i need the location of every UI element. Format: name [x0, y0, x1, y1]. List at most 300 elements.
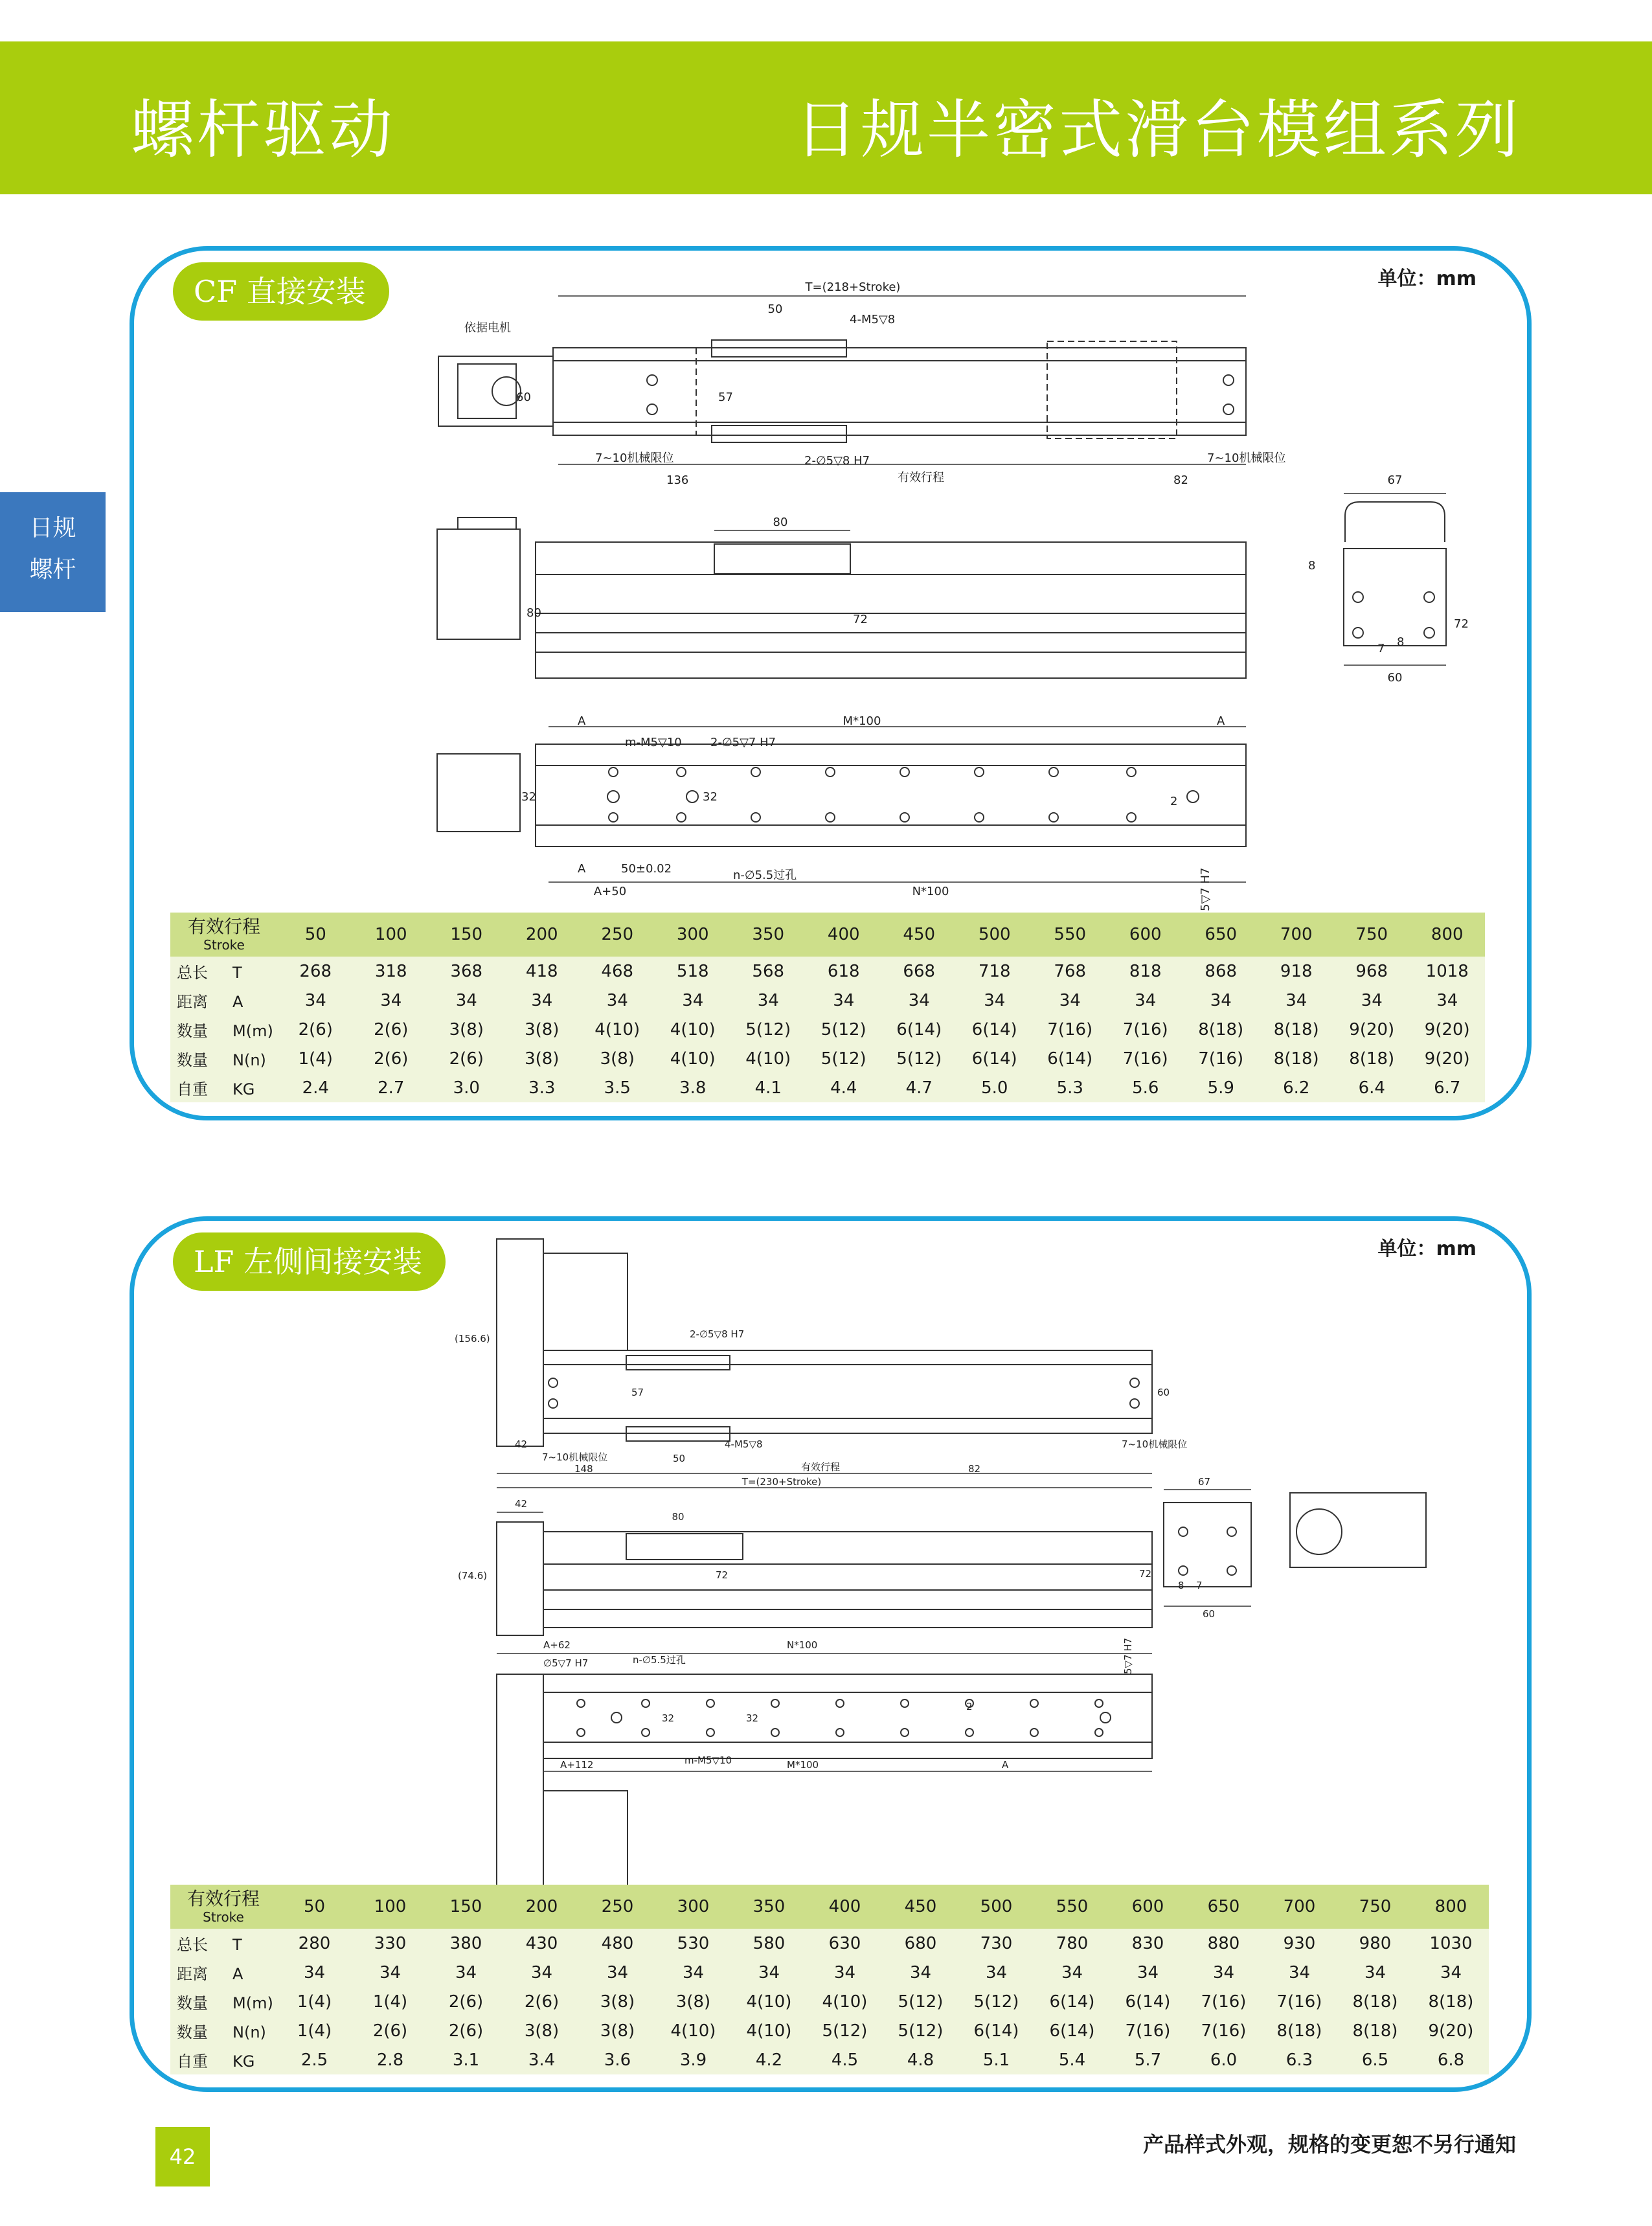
stroke-value: 550	[1034, 1885, 1110, 1929]
table-cell: 268	[278, 957, 354, 986]
row-label	[170, 957, 278, 986]
dim-a-right: A	[1002, 1759, 1009, 1771]
dim-right-offset: 82	[1173, 473, 1188, 487]
stroke-value: 300	[655, 1885, 731, 1929]
table-cell: 34	[957, 986, 1033, 1015]
row-label	[170, 1958, 277, 1987]
stroke-value: 250	[580, 913, 655, 957]
table-cell: 34	[504, 1958, 580, 1987]
table-cell: 2.7	[354, 1073, 429, 1102]
table-cell: 2(6)	[429, 1044, 504, 1073]
dim-n100: N*100	[912, 885, 949, 898]
row-symbol: T	[232, 1936, 242, 1954]
table-cell: 6.5	[1337, 2045, 1413, 2074]
stroke-value: 800	[1413, 1885, 1489, 1929]
category-title: 螺杆驱动	[131, 93, 396, 167]
dim-mech-limit-right: 7~10机械限位	[1122, 1438, 1188, 1450]
table-cell: 2(6)	[428, 2016, 504, 2045]
dim-32b: 32	[703, 790, 718, 804]
stroke-value: 750	[1334, 913, 1410, 957]
table-cell: 718	[957, 957, 1033, 986]
table-cell: 3(8)	[504, 1044, 580, 1073]
dim-top-holes: 4-M5▽8	[850, 313, 896, 326]
dim-pin-holes: 2-∅5▽8 H7	[690, 1328, 745, 1340]
stroke-value: 750	[1337, 1885, 1413, 1929]
table-cell: 34	[1183, 986, 1259, 1015]
table-cell: 7(16)	[1262, 1987, 1337, 2016]
dim-80-side: 80	[526, 606, 541, 620]
table-cell: 680	[883, 1929, 958, 1958]
cf-unit-label: 单位：mm	[1377, 267, 1477, 290]
cf-panel	[130, 246, 1532, 1120]
table-cell: 34	[1413, 1958, 1489, 1987]
dim-h156: (156.6)	[455, 1333, 490, 1345]
table-cell: 34	[428, 1958, 504, 1987]
dim-72: 72	[716, 1569, 729, 1581]
table-cell: 418	[504, 957, 580, 986]
table-cell: 618	[806, 957, 882, 986]
table-cell: 8(18)	[1337, 1987, 1413, 2016]
table-cell: 8(18)	[1413, 1987, 1489, 2016]
table-cell: 4(10)	[655, 1044, 731, 1073]
table-cell: 6(14)	[1034, 2016, 1110, 2045]
dim-a-plus-50: A+50	[593, 885, 627, 898]
dim-slider-width: 50	[767, 302, 783, 316]
stroke-value: 550	[1032, 913, 1108, 957]
row-label-text: 自重	[177, 1080, 208, 1098]
stroke-value: 800	[1410, 913, 1486, 957]
table-cell: 580	[731, 1929, 807, 1958]
table-cell: 518	[655, 957, 731, 986]
row-symbol: M(m)	[232, 1994, 273, 2012]
table-cell: 34	[655, 1958, 731, 1987]
dim-80: 80	[672, 1511, 685, 1523]
table-cell: 1(4)	[277, 1987, 352, 2016]
table-cell: 3(8)	[580, 1987, 655, 2016]
table-cell: 5(12)	[807, 2016, 883, 2045]
dim-effective-stroke: 有效行程	[898, 471, 944, 484]
dim-end-7: 7	[1196, 1580, 1203, 1591]
table-cell: 34	[731, 1958, 807, 1987]
cf-spec-table	[170, 913, 1485, 1102]
table-cell: 2(6)	[504, 1987, 580, 2016]
table-cell: 368	[429, 957, 504, 986]
dim-bottom-pins: ∅5▽7 H7	[543, 1657, 589, 1669]
dim-32a: 32	[662, 1712, 675, 1724]
dim-a-plus-112: A+112	[560, 1759, 594, 1771]
dim-42b: 42	[515, 1498, 528, 1510]
dim-end-8: 8	[1308, 559, 1316, 573]
table-cell: 3.5	[580, 1073, 655, 1102]
table-row	[170, 2016, 1489, 2045]
table-cell: 34	[278, 986, 354, 1015]
table-cell: 2.4	[278, 1073, 354, 1102]
table-cell: 280	[277, 1929, 352, 1958]
dim-mech-limit-left: 7~10机械限位	[542, 1451, 608, 1463]
table-cell: 4(10)	[731, 2016, 807, 2045]
table-cell: 34	[1110, 1958, 1186, 1987]
dim-end-72: 72	[1454, 617, 1469, 631]
row-label	[170, 1987, 277, 2016]
row-label-text: 距离	[177, 993, 208, 1011]
stroke-header: 有效行程 Stroke	[170, 913, 278, 957]
table-cell: 6(14)	[957, 1044, 1033, 1073]
dim-through: n-∅5.5过孔	[633, 1654, 686, 1666]
table-cell: 34	[807, 1958, 883, 1987]
table-cell: 7(16)	[1110, 2016, 1186, 2045]
table-cell: 34	[352, 1958, 428, 1987]
table-cell: 468	[580, 957, 655, 986]
row-symbol: KG	[232, 2052, 255, 2071]
table-cell: 5.0	[957, 1073, 1033, 1102]
table-cell: 4.8	[883, 2045, 958, 2074]
stroke-value: 100	[354, 913, 429, 957]
side-tab-line1: 日规	[29, 515, 76, 541]
table-cell: 6(14)	[1034, 1987, 1110, 2016]
table-cell: 480	[580, 1929, 655, 1958]
table-cell: 34	[1337, 1958, 1413, 1987]
table-cell: 6.8	[1413, 2045, 1489, 2074]
table-cell: 830	[1110, 1929, 1186, 1958]
dim-m100: M*100	[787, 1759, 819, 1771]
table-cell: 8(18)	[1259, 1015, 1335, 1044]
table-cell: 9(20)	[1334, 1015, 1410, 1044]
table-cell: 34	[881, 986, 957, 1015]
row-symbol: M(m)	[232, 1022, 273, 1040]
dim-h74: (74.6)	[458, 1570, 488, 1582]
table-cell: 4(10)	[730, 1044, 806, 1073]
table-cell: 530	[655, 1929, 731, 1958]
stroke-value: 600	[1110, 1885, 1186, 1929]
table-cell: 6(14)	[1110, 1987, 1186, 2016]
table-cell: 7(16)	[1108, 1015, 1184, 1044]
row-symbol: A	[232, 1965, 243, 1983]
dim-left-offset: 136	[666, 473, 689, 487]
table-cell: 930	[1262, 1929, 1337, 1958]
table-cell: 7(16)	[1108, 1044, 1184, 1073]
row-label-text: 数量	[177, 1994, 208, 2012]
stroke-value: 150	[429, 913, 504, 957]
table-cell: 4(10)	[807, 1987, 883, 2016]
table-cell: 1018	[1410, 957, 1486, 986]
table-cell: 568	[730, 957, 806, 986]
table-cell: 3(8)	[580, 2016, 655, 2045]
table-cell: 6(14)	[958, 2016, 1034, 2045]
row-label	[170, 1073, 278, 1102]
table-cell: 4(10)	[580, 1015, 655, 1044]
dim-top-holes: 4-M5▽8	[725, 1438, 763, 1450]
row-label-text: 距离	[177, 1965, 208, 1983]
row-label	[170, 1044, 278, 1073]
dim-a-bottom: A	[578, 862, 586, 876]
table-row	[170, 1015, 1485, 1044]
table-cell: 34	[1032, 986, 1108, 1015]
table-cell: 34	[1262, 1958, 1337, 1987]
table-cell: 4.5	[807, 2045, 883, 2074]
table-cell: 430	[504, 1929, 580, 1958]
table-cell: 3.3	[504, 1073, 580, 1102]
table-row	[170, 2045, 1489, 2074]
table-cell: 7(16)	[1186, 2016, 1262, 2045]
dim-80-top: 80	[773, 516, 788, 529]
table-cell: 4(10)	[655, 1015, 731, 1044]
dim-depth: 5▽7 H7	[1122, 1637, 1134, 1674]
table-cell: 2(6)	[428, 1987, 504, 2016]
side-tab-line2: 螺杆	[29, 556, 76, 583]
table-header-row	[170, 1885, 1489, 1929]
table-cell: 1(4)	[352, 1987, 428, 2016]
dim-end-67: 67	[1198, 1476, 1211, 1488]
table-cell: 5.7	[1110, 2045, 1186, 2074]
stroke-value: 100	[352, 1885, 428, 1929]
table-cell: 4.2	[731, 2045, 807, 2074]
row-symbol: KG	[232, 1080, 255, 1098]
table-cell: 2(6)	[354, 1044, 429, 1073]
table-cell: 8(18)	[1262, 2016, 1337, 2045]
table-cell: 4.1	[730, 1073, 806, 1102]
dim-end-7: 7	[1377, 642, 1385, 655]
table-cell: 5(12)	[883, 1987, 958, 2016]
table-cell: 7(16)	[1183, 1044, 1259, 1073]
stroke-value: 600	[1108, 913, 1184, 957]
table-cell: 868	[1183, 957, 1259, 986]
dim-bottom-taps: m-M5▽10	[685, 1755, 732, 1766]
table-cell: 34	[655, 986, 731, 1015]
table-cell: 5(12)	[806, 1015, 882, 1044]
footer-note: 产品样式外观，规格的变更恕不另行通知	[1142, 2132, 1516, 2157]
table-cell: 8(18)	[1334, 1044, 1410, 1073]
dim-pin-holes: 2-∅5▽8 H7	[804, 454, 870, 468]
table-cell: 6.3	[1262, 2045, 1337, 2074]
row-label-text: 总长	[177, 964, 208, 982]
table-cell: 3(8)	[504, 1015, 580, 1044]
dim-end-60: 60	[1387, 671, 1403, 685]
table-cell: 34	[580, 986, 655, 1015]
table-cell: 4.7	[881, 1073, 957, 1102]
table-cell: 3.6	[580, 2045, 655, 2074]
table-cell: 880	[1186, 1929, 1262, 1958]
table-cell: 1(4)	[278, 1044, 354, 1073]
stroke-value: 450	[883, 1885, 958, 1929]
stroke-value: 700	[1259, 913, 1335, 957]
dim-depth: 5▽7 H7	[1199, 867, 1212, 911]
dim-60: 60	[516, 391, 531, 404]
table-cell: 380	[428, 1929, 504, 1958]
table-cell: 3(8)	[504, 2016, 580, 2045]
dim-bottom-pins: 2-∅5▽7 H7	[710, 736, 776, 749]
dim-end-8b: 8	[1397, 635, 1405, 649]
row-label	[170, 986, 278, 1015]
lf-panel-tag: LF 左侧间接安装	[173, 1232, 446, 1291]
table-cell: 34	[1186, 1958, 1262, 1987]
dim-72-side: 72	[853, 613, 868, 626]
table-cell: 6(14)	[1032, 1044, 1108, 1073]
dim-total-length: T=(230+Stroke)	[741, 1476, 822, 1488]
row-symbol: N(n)	[232, 2023, 266, 2041]
stroke-value: 400	[806, 913, 882, 957]
table-cell: 4(10)	[731, 1987, 807, 2016]
table-cell: 730	[958, 1929, 1034, 1958]
table-cell: 34	[883, 1958, 958, 1987]
dim-through: n-∅5.5过孔	[733, 869, 797, 882]
dim-32a: 32	[521, 790, 536, 804]
dim-tol: 50±0.02	[621, 862, 672, 876]
table-cell: 4.4	[806, 1073, 882, 1102]
table-cell: 1030	[1413, 1929, 1489, 1958]
stroke-value: 400	[807, 1885, 883, 1929]
table-row	[170, 1987, 1489, 2016]
table-cell: 768	[1032, 957, 1108, 986]
table-cell: 34	[1334, 986, 1410, 1015]
table-row	[170, 1044, 1485, 1073]
table-cell: 34	[1108, 986, 1184, 1015]
stroke-value: 200	[504, 1885, 580, 1929]
table-cell: 4(10)	[655, 2016, 731, 2045]
table-cell: 7(16)	[1032, 1015, 1108, 1044]
dim-60: 60	[1157, 1387, 1170, 1398]
table-cell: 818	[1108, 957, 1184, 986]
dim-slider-width: 50	[673, 1453, 686, 1464]
table-cell: 34	[504, 986, 580, 1015]
table-cell: 2.5	[277, 2045, 352, 2074]
table-cell: 1(4)	[277, 2016, 352, 2045]
table-cell: 9(20)	[1410, 1044, 1486, 1073]
dim-n100: N*100	[787, 1639, 818, 1651]
table-cell: 780	[1034, 1929, 1110, 1958]
stroke-value: 150	[428, 1885, 504, 1929]
dim-m100: M*100	[843, 714, 881, 728]
table-cell: 8(18)	[1183, 1015, 1259, 1044]
table-cell: 5(12)	[806, 1044, 882, 1073]
stroke-value: 650	[1186, 1885, 1262, 1929]
row-label	[170, 2045, 277, 2074]
stroke-value: 450	[881, 913, 957, 957]
table-row	[170, 1929, 1489, 1958]
dim-2: 2	[1170, 795, 1178, 808]
stroke-value: 50	[278, 913, 354, 957]
dim-57: 57	[631, 1387, 644, 1398]
table-cell: 330	[352, 1929, 428, 1958]
dim-end-72: 72	[1139, 1568, 1152, 1580]
table-cell: 3.9	[655, 2045, 731, 2074]
dim-right-offset: 82	[968, 1463, 981, 1475]
dim-effective-stroke: 有效行程	[801, 1461, 841, 1473]
series-title: 日规半密式滑台模组系列	[794, 93, 1521, 167]
table-cell: 6.4	[1334, 1073, 1410, 1102]
table-cell: 3.4	[504, 2045, 580, 2074]
lf-technical-drawing	[134, 1221, 1527, 1888]
table-cell: 918	[1259, 957, 1335, 986]
dim-a-left: A	[578, 714, 586, 728]
table-cell: 5.1	[958, 2045, 1034, 2074]
table-cell: 630	[807, 1929, 883, 1958]
table-cell: 668	[881, 957, 957, 986]
dim-a-plus-62: A+62	[543, 1639, 571, 1651]
table-cell: 5.3	[1032, 1073, 1108, 1102]
table-cell: 34	[429, 986, 504, 1015]
table-cell: 8(18)	[1259, 1044, 1335, 1073]
stroke-value: 650	[1183, 913, 1259, 957]
dim-left-offset: 148	[574, 1463, 593, 1475]
table-cell: 34	[958, 1958, 1034, 1987]
page-header	[0, 41, 1652, 194]
table-cell: 34	[1034, 1958, 1110, 1987]
row-label	[170, 2016, 277, 2045]
table-cell: 6(14)	[881, 1015, 957, 1044]
table-cell: 5(12)	[958, 1987, 1034, 2016]
dim-32b: 32	[746, 1712, 759, 1724]
row-symbol: T	[232, 964, 242, 982]
table-row	[170, 957, 1485, 986]
table-cell: 6(14)	[957, 1015, 1033, 1044]
lf-unit-label: 单位：mm	[1377, 1238, 1477, 1260]
table-row	[170, 1958, 1489, 1987]
stroke-value: 500	[958, 1885, 1034, 1929]
row-symbol: N(n)	[232, 1051, 266, 1069]
row-label-text: 数量	[177, 2023, 208, 2041]
table-cell: 5(12)	[730, 1015, 806, 1044]
row-label-text: 自重	[177, 2052, 208, 2071]
stroke-value: 500	[957, 913, 1033, 957]
table-cell: 34	[354, 986, 429, 1015]
table-cell: 34	[806, 986, 882, 1015]
table-cell: 8(18)	[1337, 2016, 1413, 2045]
stroke-value: 700	[1262, 1885, 1337, 1929]
table-cell: 2.8	[352, 2045, 428, 2074]
stroke-value: 50	[277, 1885, 352, 1929]
stroke-header: 有效行程 Stroke	[170, 1885, 277, 1929]
dim-motor: 依据电机	[464, 321, 511, 335]
table-cell: 34	[1410, 986, 1486, 1015]
stroke-value: 300	[655, 913, 731, 957]
row-label	[170, 1929, 277, 1958]
table-cell: 6.0	[1186, 2045, 1262, 2074]
side-category-tab[interactable]	[0, 492, 106, 612]
row-label-text: 数量	[177, 1051, 208, 1069]
dim-mech-limit-right: 7~10机械限位	[1207, 451, 1286, 465]
table-cell: 34	[580, 1958, 655, 1987]
dim-total-length: T=(218+Stroke)	[805, 280, 901, 294]
table-cell: 2(6)	[354, 1015, 429, 1044]
stroke-value: 350	[730, 913, 806, 957]
table-cell: 5(12)	[881, 1044, 957, 1073]
dim-end-67: 67	[1387, 473, 1403, 487]
table-cell: 3.1	[428, 2045, 504, 2074]
row-label-text: 总长	[177, 1936, 208, 1954]
dim-mech-limit-left: 7~10机械限位	[595, 451, 674, 465]
table-header-row	[170, 913, 1485, 957]
table-cell: 34	[1259, 986, 1335, 1015]
dim-a-right: A	[1217, 714, 1225, 728]
row-label-text: 数量	[177, 1022, 208, 1040]
lf-panel	[130, 1216, 1532, 2092]
table-cell: 3(8)	[580, 1044, 655, 1073]
table-cell: 3.0	[429, 1073, 504, 1102]
page-number: 42	[155, 2127, 210, 2186]
table-cell: 968	[1334, 957, 1410, 986]
stroke-value: 250	[580, 1885, 655, 1929]
table-cell: 5.6	[1108, 1073, 1184, 1102]
table-cell: 3(8)	[429, 1015, 504, 1044]
table-cell: 9(20)	[1410, 1015, 1486, 1044]
table-cell: 9(20)	[1413, 2016, 1489, 2045]
stroke-value: 350	[731, 1885, 807, 1929]
table-cell: 5(12)	[883, 2016, 958, 2045]
table-cell: 7(16)	[1186, 1987, 1262, 2016]
table-cell: 5.9	[1183, 1073, 1259, 1102]
dim-end-60: 60	[1203, 1608, 1216, 1620]
dim-bottom-taps: m-M5▽10	[625, 736, 682, 749]
